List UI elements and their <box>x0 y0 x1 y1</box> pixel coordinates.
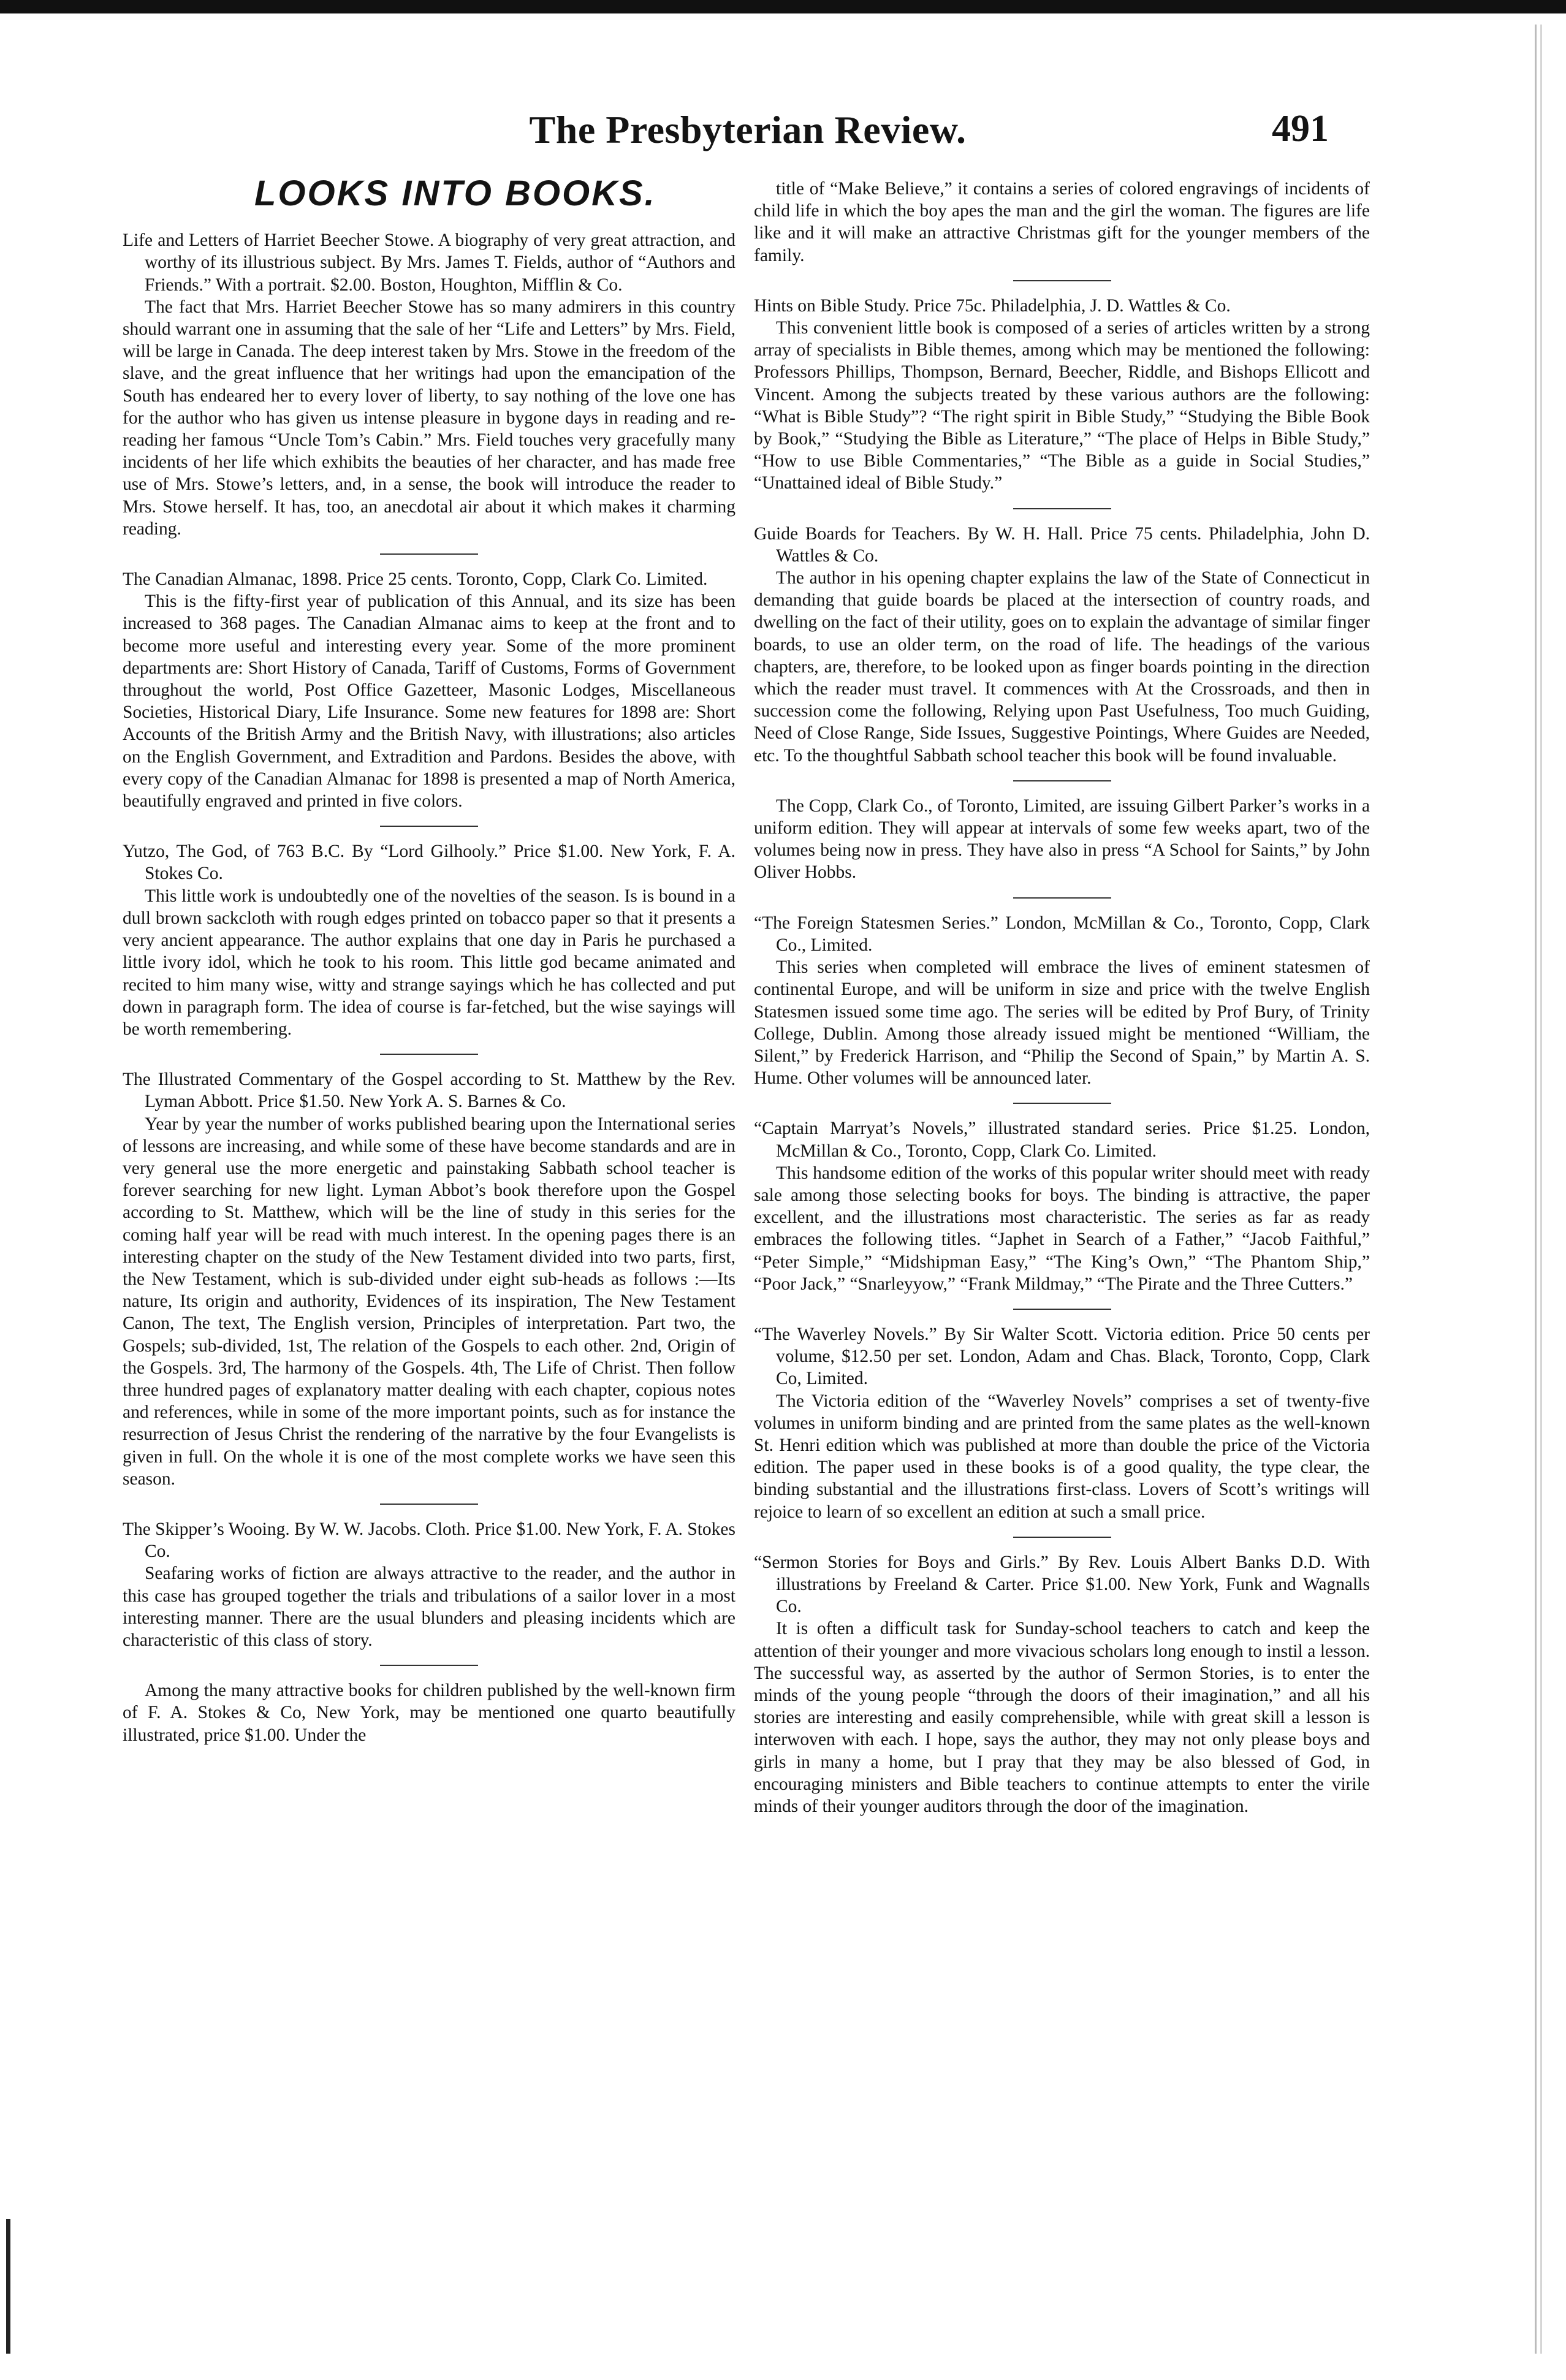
running-title: The Presbyterian Review. <box>529 108 967 151</box>
review-heading: The Canadian Almanac, 1898. Price 25 cents. Toronto, Copp, Clark Co. Limited. <box>123 569 708 590</box>
review-separator <box>380 826 478 827</box>
review-separator <box>380 553 478 555</box>
left-entries <box>123 229 735 1746</box>
review-heading: The Skipper’s Wooing. By W. W. Jacobs. Cloth. Price $1.00. New York, F. A. Stokes Co. <box>123 1519 735 1562</box>
section-title: LOOKS INTO BOOKS. <box>254 173 656 213</box>
book-review <box>123 568 735 812</box>
review-body <box>754 178 1370 267</box>
review-separator <box>1013 280 1111 281</box>
review-body <box>123 885 735 1040</box>
review-paragraph: Year by year the number of works published bearing upon the International series of lessons are increasing, and while some of these have become standards and are in very general use the more energetic and painstaking Sabbath school teacher is forever searching for new light. Lyman Abbot’s book therefore upon the Gospel according to St. Matthew, which will be the line of study in this series for the coming half year will be read with much interest. In the opening pages there is an interesting chapter on the study of the New Testament divided into two parts, first, the New Testament, which is sub-divided under eight sub-heads as follows :—Its nature, Its origin and authority, Evidences of its inspiration, The New Testament Canon, The text, The English version, Principles of interpretation. Part two, the Gospels; sub-divided, 1st, The relation of the Gospels to each other. 2nd, Origin of the Gospels. 3rd, The harmony of the Gospels. 4th, The Life of Christ. Then follow three hundred pages of explanatory matter dealing with each chapter, copious notes and references, while in some of the more important points, such as for instance the resurrection of Jesus Christ the rendering of the narrative by the four Evangelists is given in full. On the whole it is one of the most complete works we have seen this season. <box>123 1114 735 1489</box>
review-body <box>123 590 735 812</box>
review-separator <box>1013 1309 1111 1310</box>
review-paragraph: Among the many attractive books for children published by the well-known firm of F. A. Stokes & Co, New York, may be mentioned one quarto beautifully illustrated, price $1.00. Under the <box>123 1681 735 1745</box>
review-paragraph: title of “Make Believe,” it contains a series of colored engravings of incidents of child life in which the boy apes the man and the girl the woman. The figures are life like and it will make an attractive Christmas gift for the younger members of the family. <box>754 179 1370 265</box>
scan-right-edge <box>1535 25 1561 2354</box>
book-review <box>123 1518 735 1651</box>
review-body <box>754 1618 1370 1817</box>
review-separator <box>1013 508 1111 509</box>
review-paragraph: This is the fifty-first year of publication of this Annual, and its size has been increased to 368 pages. The Canadian Almanac aims to keep at the front and to become more useful and interesting every year. Some of the more prominent departments are: Short History of Canada, Tariff of Customs, Forms of Government throughout the world, Post Office Gazetteer, Masonic Lodges, Miscellaneous Societies, Historical Diary, Life Insurance. Some new features for 1898 are: Short Accounts of the British Army and the British Navy, with illustrations; also articles on the English Government, and Extradition and Pardons. Besides the above, with every copy of the Canadian Almanac for 1898 is presented a map of North America, beautifully engraved and printed in five colors. <box>123 591 735 812</box>
book-review <box>754 795 1370 884</box>
review-body <box>754 317 1370 495</box>
review-paragraph: This convenient little book is composed of a series of articles written by a strong array of specialists in Bible themes, among which may be mentioned the following: Professors Phillips, Thompson, Bernard, Beecher, Riddle, and Bishops Ellicott and Vincent. Among the subjects treated by these various authors are the following: “What is Bible Study”? “The right spirit in Bible Study,” “Studying the Bible Book by Book,” “Studying the Bible as Literature,” “The place of Helps in Bible Study,” “How to use Bible Commentaries,” “The Bible as a guide in Social Studies,” “Unattained ideal of Bible Study.” <box>754 318 1370 493</box>
review-separator <box>1013 1537 1111 1538</box>
scan-left-mark <box>6 2219 10 2354</box>
review-heading: “The Foreign Statesmen Series.” London, McMillan & Co., Toronto, Copp, Clark Co., Limited. <box>754 913 1370 955</box>
review-paragraph: The author in his opening chapter explains the law of the State of Connecticut in demanding that guide boards be placed at the intersection of country roads, and dwelling on the fact of their utility, goes on to explain the advantage of similar finger boards, to use an older term, on the road of life. The headings of the various chapters, are, therefore, to be looked upon as finger boards pointing in the direction which the reader must travel. It commences with At the Crossroads, and then in succession come the following, Relying upon Past Usefulness, Too much Guiding, Need of Close Range, Side Issues, Suggestive Pointings, Where Guides are Needed, etc. To the thoughtful Sabbath school teacher this book will be found invaluable. <box>754 568 1370 766</box>
review-body <box>754 795 1370 884</box>
review-heading: The Illustrated Commentary of the Gospel according to St. Matthew by the Rev. Lyman Abbott. Price $1.50. New York A. S. Barnes & Co. <box>123 1070 735 1112</box>
review-separator <box>1013 1103 1111 1104</box>
book-review <box>754 523 1370 767</box>
review-separator <box>1013 780 1111 781</box>
book-review <box>123 1679 735 1746</box>
review-body <box>123 1113 735 1490</box>
review-paragraph: This little work is undoubtedly one of the novelties of the season. Is is bound in a dull brown sackcloth with rough edges printed on tobacco paper so that it presents a very ancient appearance. The author explains that one day in Paris he purchased a little ivory idol, which he took to his room. This little god became animated and recited to him many wise, witty and strange sayings which he has collected and put down in paragraph form. The idea of course is far-fetched, but the wise sayings will be worth remembering. <box>123 886 735 1039</box>
review-heading: Life and Letters of Harriet Beecher Stowe. A biography of very great attraction, and worthy of its illustrious subject. By Mrs. James T. Fields, author of “Authors and Friends.” With a portrait. $2.00. Boston, Houghton, Mifflin & Co. <box>123 230 735 295</box>
review-paragraph: It is often a difficult task for Sunday-school teachers to catch and keep the attention of their younger and more vivacious scholars long enough to instil a lesson. The successful way, as asserted by the author of Sermon Stories, is to enter the minds of the young people “through the doors of their imagination,” and all his stories are interesting and easily comprehensible, while with great skill a lesson is interwoven with each. I hope, says the author, they may not only please boys and girls in many a home, but I pray that they may be also blessed of God, in encouraging ministers and Bible teachers to continue attempts to enter the virile minds of their younger auditors through the door of the imagination. <box>754 1619 1370 1816</box>
review-body <box>754 567 1370 767</box>
book-review <box>123 1068 735 1490</box>
review-body <box>123 1679 735 1746</box>
book-review <box>754 295 1370 495</box>
review-heading: “Sermon Stories for Boys and Girls.” By Rev. Louis Albert Banks D.D. With illustrations by Freeland & Carter. Price $1.00. New York, Funk and Wagnalls Co. <box>754 1552 1370 1617</box>
review-body <box>754 1390 1370 1523</box>
review-separator <box>1013 897 1111 899</box>
right-column <box>754 178 1370 1817</box>
review-heading: Guide Boards for Teachers. By W. H. Hall. Price 75 cents. Philadelphia, John D. Wattles & Co. <box>754 523 1370 566</box>
review-separator <box>380 1504 478 1505</box>
review-heading: Yutzo, The God, of 763 B.C. By “Lord Gilhooly.” Price $1.00. New York, F. A. Stokes Co. <box>123 842 735 884</box>
review-body <box>754 956 1370 1089</box>
book-review <box>123 840 735 1040</box>
left-column <box>123 173 735 1746</box>
review-body <box>754 1162 1370 1295</box>
review-paragraph: This series when completed will embrace the lives of eminent statesmen of continental Europe, and will be uniform in size and price with the twelve English Statesmen issued some time ago. The series will be edited by Prof Bury, of Trinity College, Dublin. Among those already issued might be mentioned “William, the Silent,” by Frederick Harrison, and “Philip the Second of Spain,” by Martin A. S. Hume. Other volumes will be announced later. <box>754 957 1370 1089</box>
review-heading: Hints on Bible Study. Price 75c. Philadelphia, J. D. Wattles & Co. <box>754 295 1231 316</box>
book-review <box>754 1117 1370 1295</box>
book-review <box>754 1323 1370 1523</box>
review-heading: “The Waverley Novels.” By Sir Walter Scott. Victoria edition. Price 50 cents per volume, $12.50 per set. London, Adam and Chas. Black, Toronto, Copp, Clark Co, Limited. <box>754 1324 1370 1389</box>
page-number: 491 <box>1272 108 1329 150</box>
review-separator <box>380 1054 478 1055</box>
review-paragraph: The fact that Mrs. Harriet Beecher Stowe has so many admirers in this country should warrant one in assuming that the sale of her “Life and Letters” by Mrs. Field, will be large in Canada. The deep interest taken by Mrs. Stowe in the freedom of the slave, and the great influence that her writings had upon the emancipation of the South has endeared her to every lover of liberty, to say nothing of the love one has for the author who has given us intense pleasure in bygone days in reading and re-reading her famous “Uncle Tom’s Cabin.” Mrs. Field touches very gracefully many incidents of her life which exhibits the beauties of her character, and has made free use of Mrs. Stowe’s letters, and, in a sense, the book will introduce the reader to Mrs. Stowe herself. It has, too, an anecdotal air about it which makes it charming reading. <box>123 297 735 539</box>
review-paragraph: This handsome edition of the works of this popular writer should meet with ready sale among those selecting books for boys. The binding is attractive, the paper excellent, and the illustrations most characteristic. The series as far as ready embraces the following titles. “Japhet in Search of a Father,” “Jacob Faithful,” “Peter Simple,” “Midshipman Easy,” “The King’s Own,” “The Phantom Ship,” “Poor Jack,” “Snarleyyow,” “Frank Mildmay,” “The Pirate and the Three Cutters.” <box>754 1163 1370 1294</box>
review-body <box>123 1562 735 1651</box>
right-entries <box>754 178 1370 1817</box>
book-review <box>754 178 1370 267</box>
review-heading: “Captain Marryat’s Novels,” illustrated standard series. Price $1.25. London, McMillan & Co., Toronto, Copp, Clark Co. Limited. <box>754 1119 1370 1161</box>
review-paragraph: Seafaring works of fiction are always attractive to the reader, and the author in this case has grouped together the trials and tribulations of a sailor lover in a most interesting manner. There are the usual blunders and pleasing incidents which are characteristic of this class of story. <box>123 1564 735 1650</box>
review-paragraph: The Copp, Clark Co., of Toronto, Limited, are issuing Gilbert Parker’s works in a uniform edition. They will appear at intervals of some few weeks apart, two of the volumes being now in press. They have also in press “A School for Saints,” by John Oliver Hobbs. <box>754 796 1370 883</box>
book-review <box>754 1551 1370 1817</box>
book-review <box>123 229 735 540</box>
scan-top-border <box>0 0 1566 13</box>
review-body <box>123 296 735 540</box>
review-separator <box>380 1665 478 1666</box>
review-paragraph: The Victoria edition of the “Waverley Novels” comprises a set of twenty-five volumes in uniform binding and are printed from the same plates as the well-known St. Henri edition which was published at more than double the price of the Victoria edition. The paper used in these books is of a good quality, the type clear, the binding substantial and the illustrations first-class. Lovers of Scott’s writings will rejoice to learn of so excellent an edition at such a small price. <box>754 1391 1370 1522</box>
book-review <box>754 912 1370 1090</box>
